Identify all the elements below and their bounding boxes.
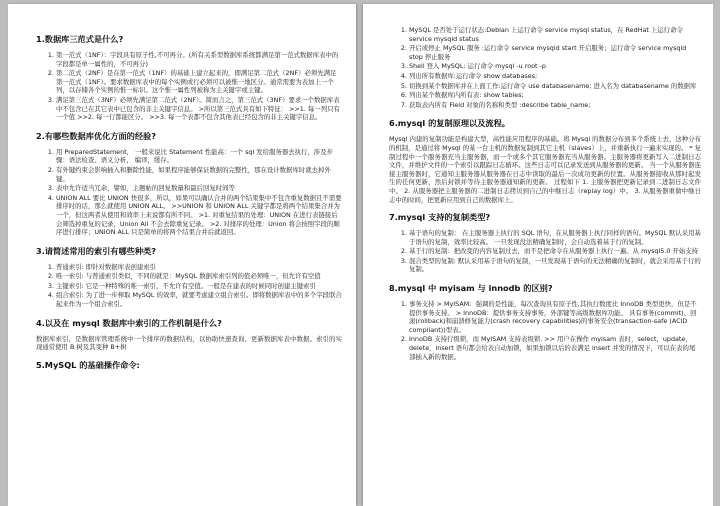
list bbox=[40, 263, 342, 309]
list-item: 1. 基于语句的复制： 在主服务器上执行的 SQL 语句，在从服务器上执行同样的语句。MySQL 默认采用基于语句的复制，效率比较高。 一旦发现没法精确复制时，会自动选着基于行的复制。 bbox=[409, 229, 701, 246]
section-title: 7.mysql 支持的复制类型? bbox=[389, 212, 491, 223]
list-item: 2. 唯一索引: 与普通索引类似，不同的就是：MySQL 数据库索引列的值必须唯一，但允许有空值 bbox=[56, 272, 342, 281]
list-item: 1. 普通索引: 即针对数据库表创建索引 bbox=[56, 263, 342, 272]
section-title: 4.以及在 mysql 数据库中索引的工作机制是什么? bbox=[36, 317, 222, 328]
section-replication-types bbox=[389, 212, 701, 274]
section-replication bbox=[389, 118, 701, 204]
paragraph: 数据库索引，是数据库管理系统中一个排序的数据结构，以协助快速查询、更新数据库表中数据。索引的实现通常使用 B 树及其变种 B+树 bbox=[36, 334, 342, 352]
list-item: 1. 第一范式（1NF）：字段具有原子性,不可再分。(所有关系型数据库系统都满足第一范式数据库表中的字段都是单一属性的，不可再分) bbox=[56, 51, 342, 68]
section-title: 5.MySQL 的基础操作命令: bbox=[36, 359, 140, 370]
section-normal-forms bbox=[36, 34, 342, 122]
left-page bbox=[8, 4, 356, 506]
section-mysql-commands-heading bbox=[36, 359, 342, 371]
section-myisam-innodb bbox=[389, 283, 701, 361]
section-title: 3.请简述常用的索引有哪些种类? bbox=[36, 245, 156, 256]
paragraph: Mysql 内建的复制功能是构建大型，高性能应用程序的基础。将 Mysql 的数据分布到多个系统上去，这种分布的机制，是通过将 Mysql 的某一台主机的数据复制到其它主机（slaves）上，并重新执行一遍来实现的。 * 复制过程中一个服务器充当主服务器，而一个或多个其它服务器充当从服务器。主服务器将更新写入二进制日志文件，并维护文件的一个索引以跟踪日志循环。这些日志可以记录发送到从服务器的更新。 当一个从服务器连接主服务器时，它通知主服务器从服务器在日志中读取的最后一次成功更新的位置。从服务器接收从那时起发生的任何更新，然后封锁并等待主服务器通知新的更新。 过程如下 1. 主服务器把更新记录到二进制日志文件中。 2. 从服务器把主服务器的二进制日志拷贝到自己的中继日志（replay log）中。 3. 从服务器重做中继日志中的时间，把更新应用到自己的数据库上。 bbox=[389, 135, 701, 204]
section-index-mechanism bbox=[36, 317, 342, 352]
list-item: 4. 组合索引: 为了进一步榨取 MySQL 的效率，就要考虑建立组合索引。即将数据库表中的多个字段联合起来作为一个组合索引。 bbox=[56, 291, 342, 308]
list bbox=[393, 229, 701, 274]
list-item: 3. 满足第三范式（3NF）必须先满足第二范式（2NF）。简而言之，第三范式（3NF）要求一个数据库表中不包含已在其它表中已包含的非主关键字信息。 >所以第三范式具有如下特征： >>1. 每一列只有一个值 >>2. 每一行都能区分。 >>3. 每一个表都不包含其他表已经包含的非主关键字信息。 bbox=[56, 96, 342, 122]
list-item: 6. 列出某个数据库内所有表: show tables; bbox=[409, 91, 701, 100]
list-item: 4. UNION ALL 要比 UNION 快很多，所以，如果可以确认合并的两个结果集中不包含重复数据且不需要排序时的话，那么就使用 UNION ALL。 >>UNION 和 UNION ALL 关键字都是将两个结果集合并为一个，但这两者从使用和效率上来说都有所不同。 >1. 对重复结果的处理：UNION 在进行表链接后会筛选掉重复的记录，Union All 不会去除重复记录。 >2. 对排序的处理：Union 将会按照字段的顺序进行排序；UNION ALL 只是简单的将两个结果合并后就返回。 bbox=[56, 194, 342, 237]
list-item: 2. 有外键约束会影响插入和删除性能，如果程序能够保证数据的完整性，那在设计数据库时就去掉外键。 bbox=[56, 166, 342, 183]
list-item: 1. 事务支持 > MyISAM：强调的是性能，每次查询具有原子性,其执行数度比 InnoDB 类型更快，但是不提供事务支持。 > InnoDB：提供事务支持事务，外部键等高级数据库功能。 具有事务(commit)、回滚(rollback)和崩溃修复能力(crash recovery capabilities)的事务安全(transaction-safe (ACID compliant))型表。 bbox=[409, 300, 701, 334]
list bbox=[40, 51, 342, 122]
list-item: 7. 获取表内所有 Field 对象的名称和类型 :describe table_name; bbox=[409, 101, 701, 110]
section-title: 1.数据库三范式是什么? bbox=[36, 34, 124, 44]
list bbox=[393, 300, 701, 361]
list-item: 5. 切换到某个数据库并在上面工作:运行命令 use databasename; 进入名为 databasename 的数据库 bbox=[409, 82, 701, 91]
list-item: 2. 开启或停止 MySQL 服务 :运行命令 service mysqld start 开启服务；运行命令 service mysqld stop 停止服务 bbox=[409, 44, 701, 61]
section-title: 2.有哪些数据库优化方面的经验? bbox=[36, 130, 156, 141]
list-item: 4. 列出所有数据库:运行命令 show databases; bbox=[409, 72, 701, 81]
list-item: 3. Shell 登入 MySQL: 运行命令 mysql -u root -p bbox=[409, 62, 701, 71]
section-db-optimization bbox=[36, 130, 342, 237]
list-item: 1. MySQL 是否处于运行状态:Debian 上运行命令 service mysql status，在 RedHat 上运行命令 service mysqld status bbox=[409, 26, 701, 43]
list-item: 3. 混合类型的复制: 默认采用基于语句的复制，一旦发现基于语句的无法精确的复制时，就会采用基于行的复制。 bbox=[409, 257, 701, 274]
right-page bbox=[363, 4, 713, 506]
list bbox=[393, 26, 701, 109]
section-title: 8.mysql 中 myisam 与 innodb 的区别? bbox=[389, 283, 553, 294]
list-item: 2. 第二范式（2NF）是在第一范式（1NF）的基础上建立起来的，即满足第二范式（2NF）必须先满足第一范式（1NF）。要求数据库表中的每个实例或行必须可以被惟一地区分。通常需要为表加上一个列，以存储各个实例的惟一标识。这个惟一属性列被称为主关键字或主键。 bbox=[56, 69, 342, 95]
list-item: 3. 表中允许适当冗余，譬如，主题帖的回复数量和最后回复时间等 bbox=[56, 184, 342, 193]
section-index-types bbox=[36, 245, 342, 309]
list-item: 2. 基于行的复制：把改变的内容复制过去，而不是把命令在从服务器上执行一遍。从 mysql5.0 开始支持 bbox=[409, 247, 701, 256]
list-item: 2. InnoDB 支持行级锁，而 MyISAM 支持表级锁. >> 用户在操作 myisam 表时，select，update，delete，insert 语句都会给表自动加锁，如果加锁以后的表满足 insert 并发的情况下，可以在表的尾部插入新的数据。 bbox=[409, 335, 701, 361]
list-item: 1. 用 PreparedStatement， 一般来说比 Statement 性能高：一个 sql 发给服务器去执行，涉及步骤：语法检查、语义分析， 编译，缓存。 bbox=[56, 148, 342, 165]
list bbox=[40, 148, 342, 237]
section-mysql-commands bbox=[393, 26, 701, 109]
list-item: 3. 主键索引: 它是一种特殊的唯一索引，不允许有空值。一般是在建表的时候同时创建主键索引 bbox=[56, 282, 342, 291]
section-title: 6.mysql 的复制原理以及流程。 bbox=[389, 118, 510, 129]
